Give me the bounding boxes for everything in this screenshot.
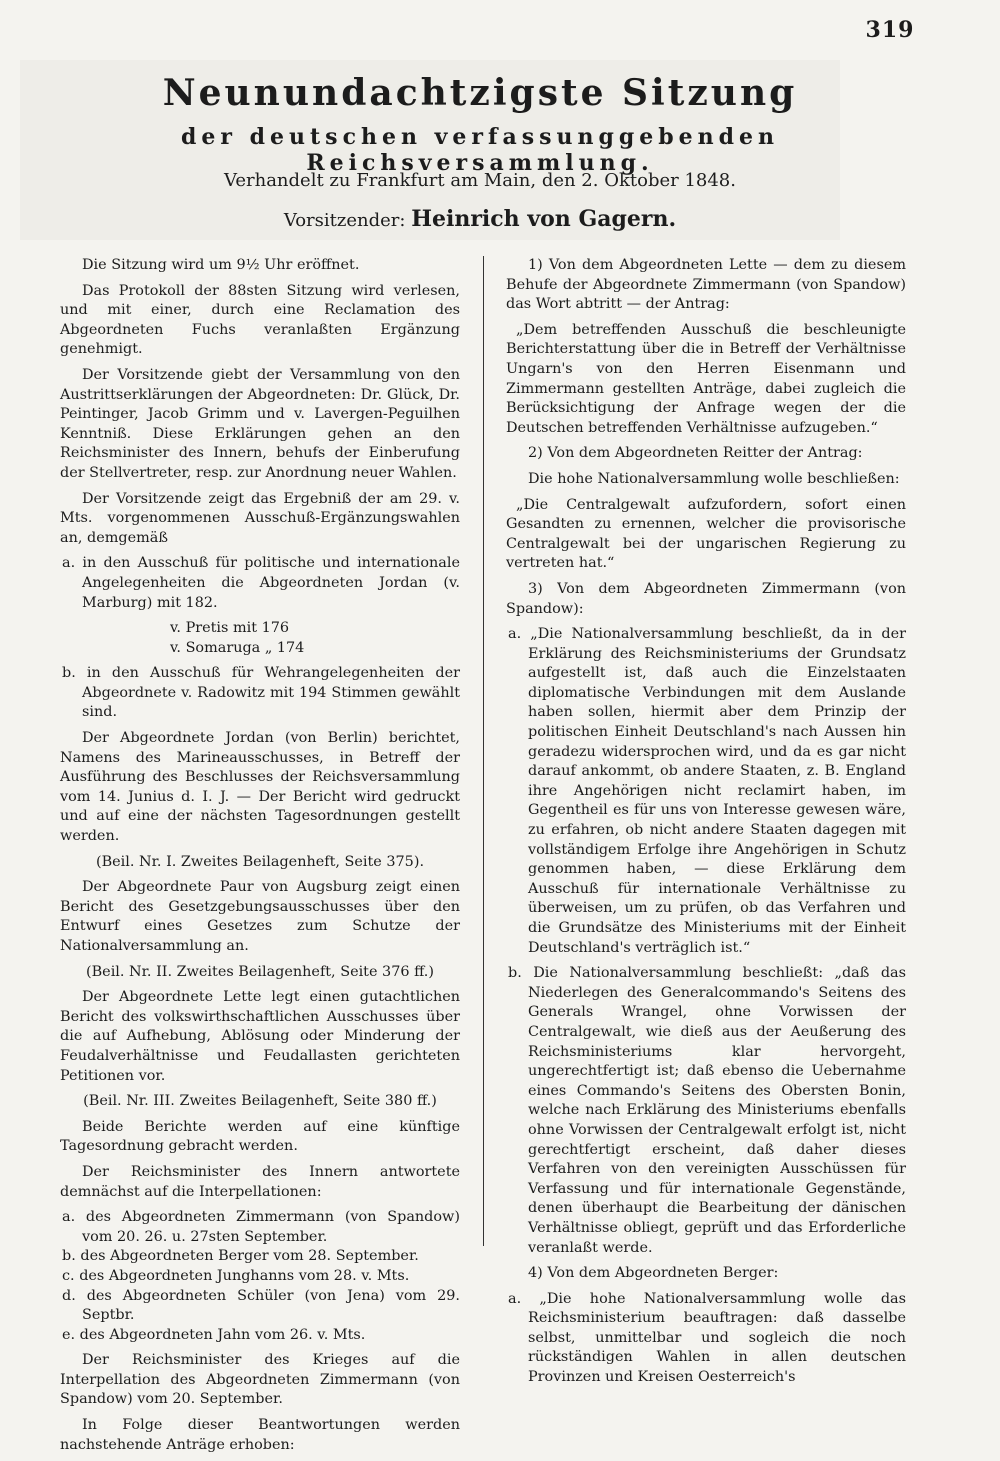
right-column — [506, 256, 906, 1394]
list-item: e. des Abgeordneten Jahn vom 26. v. Mts. — [62, 1326, 366, 1343]
list-item: b. in den Ausschuß für Wehrangelegenheiten der Abgeordnete v. Radowitz mit 194 Stimmen gewählt sind. — [62, 665, 460, 721]
paragraph: Der Reichsminister des Krieges auf die Interpellation des Abgeordneten Zimmermann (von Spandow) vom 20. September. — [60, 1352, 460, 1408]
paragraph: Der Abgeordnete Paur von Augsburg zeigt einen Bericht des Gesetzgebungsausschusses über den Entwurf eines Gesetzes zum Schutze der Nationalversammlung an. — [60, 879, 460, 954]
list-item: a. „Die hohe Nationalversammlung wolle das Reichsministerium beauftragen: daß dasselbe selbst, unmittelbar und sogleich die noch rückständigen Wahlen in allen deutschen Provinzen und Kreisen Oesterreich's — [508, 1290, 906, 1386]
page-title: Neunundachtzigste Sitzung — [162, 72, 798, 114]
paragraph: 3) Von dem Abgeordneten Zimmermann (von Spandow): — [506, 580, 906, 617]
page-number: 319 — [865, 17, 915, 43]
list-item: c. des Abgeordneten Junghanns vom 28. v. Mts. — [62, 1267, 410, 1284]
paragraph: Der Reichsminister des Innern antwortete demnächst auf die Interpellationen: — [60, 1163, 460, 1200]
paragraph: Beide Berichte werden auf eine künftige Tagesordnung gebracht werden. — [60, 1118, 460, 1155]
paragraph: Die Sitzung wird um 9½ Uhr eröffnet. — [82, 257, 360, 273]
quote: „Die Centralgewalt aufzufordern, sofort einen Gesandten zu ernennen, welcher die provisorische Centralgewalt bei der ungarischen Regierung zu vertreten hat.“ — [506, 496, 906, 572]
paragraph: Der Abgeordnete Jordan (von Berlin) berichtet, Namens des Marineausschusses, in Betreff der Ausführung des Beschlusses der Reichsversammlung vom 14. Junius d. I. J. — Der Bericht wird gedruckt und auf eine der nächsten Tagesordnungen gestellt werden. — [60, 730, 460, 845]
paragraph: 1) Von dem Abgeordneten Lette — dem zu diesem Behufe der Abgeordnete Zimmermann (von Spandow) das Wort abtritt — der Antrag: — [506, 257, 906, 313]
list-item: a. des Abgeordneten Zimmermann (von Spandow) vom 20. 26. u. 27sten September. — [62, 1209, 460, 1245]
list-item: a. in den Ausschuß für politische und internationale Angelegenheiten die Abgeordneten Jordan (v. Marburg) mit 182. — [62, 555, 460, 611]
reference: (Beil. Nr. I. Zweites Beilagenheft, Seite 375). — [95, 853, 425, 870]
paragraph: 2) Von dem Abgeordneten Reitter der Antrag: — [528, 445, 863, 462]
paragraph: 4) Von dem Abgeordneten Berger: — [528, 1265, 779, 1282]
reference: (Beil. Nr. III. Zweites Beilagenheft, Seite 380 ff.) — [83, 1093, 437, 1110]
paragraph: In Folge dieser Beantwortungen werden nachstehende Anträge erhoben: — [60, 1417, 460, 1453]
quote: „Dem betreffenden Ausschuß die beschleunigte Berichterstattung über die in Betreff der Verhältnisse Ungarn's von den Herren Eisenmann und Zimmermann gestellten Anträge, dabei zugleich die Berücksichtigung der Anfrage wegen der die Deutschen betreffenden Verhältnisse aufzugeben.“ — [506, 321, 906, 436]
paragraph: Das Protokoll der 88sten Sitzung wird verlesen, und mit einer, durch eine Reclamation des Abgeordneten Fuchs veranlaßten Ergänzung genehmigt. — [60, 282, 460, 358]
dateline: Verhandelt zu Frankfurt am Main, den 2. Oktober 1848. — [224, 170, 736, 191]
chair-line — [20, 206, 940, 232]
reference: (Beil. Nr. II. Zweites Beilagenheft, Seite 376 ff.) — [85, 963, 435, 980]
list-item: b. Die Nationalversammlung beschließt: „daß das Niederlegen des Generalcommando's Seitens des Generals Wrangel, ohne Vorwissen der Centralgewalt, wie dieß aus der Aeußerung des Reichsministeriums klar hervorgeht, ungerechtfertigt ist; daß ebenso die Uebernahme eines Commando's Seitens des Obersten Bonin, welche nach Erklärung des Ministeriums ebenfalls ohne Vorwissen der Centralgewalt erfolgt ist, nicht gerechtfertigt erscheint, daß daher dieses Verfahren von den vereinigten Ausschüssen für Verfassung und für internationale Gegenstände, denen überhaupt die Bearbeitung der dänischen Verhältnisse obliegt, geprüft und das Erforderliche veranlaßt werde. — [508, 965, 906, 1256]
vote-line: v. Pretis mit 176 — [170, 620, 290, 637]
list-item: a. „Die Nationalversammlung beschließt, da in der Erklärung des Reichsministeriums der Grundsatz aufgestellt ist, daß auch die Einzelstaaten diplomatische Verbindungen mit dem Auslande haben sollen, hiermit aber dem Prinzip der politischen Einheit Deutschland's nach Aussen hin geradezu widersprochen wird, und da es gar nicht darauf ankommt, ob andere Staaten, z. B. England ihre Angehörigen nicht reclamirt haben, im Gegentheil es für uns von Interesse gewesen wäre, zu erfahren, ob nicht andere Staaten dagegen mit vollständigem Erfolge ihre Angehörigen in Schutz genommen haben, — diese Erklärung dem Ausschuß für internationale Verhältnisse zu überweisen, um zu prüfen, ob das Verfahren und die Grundsätze des Ministeriums mit der Einheit Deutschland's verträglich ist.“ — [508, 626, 906, 956]
left-column — [60, 256, 460, 1461]
paragraph: Der Vorsitzende zeigt das Ergebniß der am 29. v. Mts. vorgenommenen Ausschuß-Ergänzungswahlen an, demgemäß — [60, 490, 460, 546]
paragraph: Der Abgeordnete Lette legt einen gutachtlichen Bericht des volkswirthschaftlichen Ausschusses über die auf Aufhebung, Ablösung oder Minderung der Feudalverhältnisse und Feudallasten gerichteten Petitionen vor. — [60, 989, 460, 1084]
vote-line: v. Somaruga „ 174 — [170, 639, 305, 656]
page-subtitle: der deutschen verfassunggebenden Reichsversammlung. — [181, 124, 779, 176]
paragraph: Die hohe Nationalversammlung wolle beschließen: — [528, 470, 900, 487]
list-item: d. des Abgeordneten Schüler (von Jena) vom 29. Septbr. — [62, 1287, 460, 1324]
chair-label: Vorsitzender: — [283, 210, 406, 231]
chair-name: Heinrich von Gagern. — [411, 206, 677, 232]
list-item: b. des Abgeordneten Berger vom 28. September. — [62, 1248, 419, 1265]
paragraph: Der Vorsitzende giebt der Versammlung von den Austrittserklärungen der Abgeordneten: Dr. Glück, Dr. Peintinger, Jacob Grimm und v. Lavergen-Peguilhen Kenntniß. Diese Erklärungen gehen an den Reichsminister des Innern, behufs der Einberufung der Stellvertreter, resp. zur Anordnung neuer Wahlen. — [60, 366, 460, 481]
column-divider — [483, 256, 484, 1246]
